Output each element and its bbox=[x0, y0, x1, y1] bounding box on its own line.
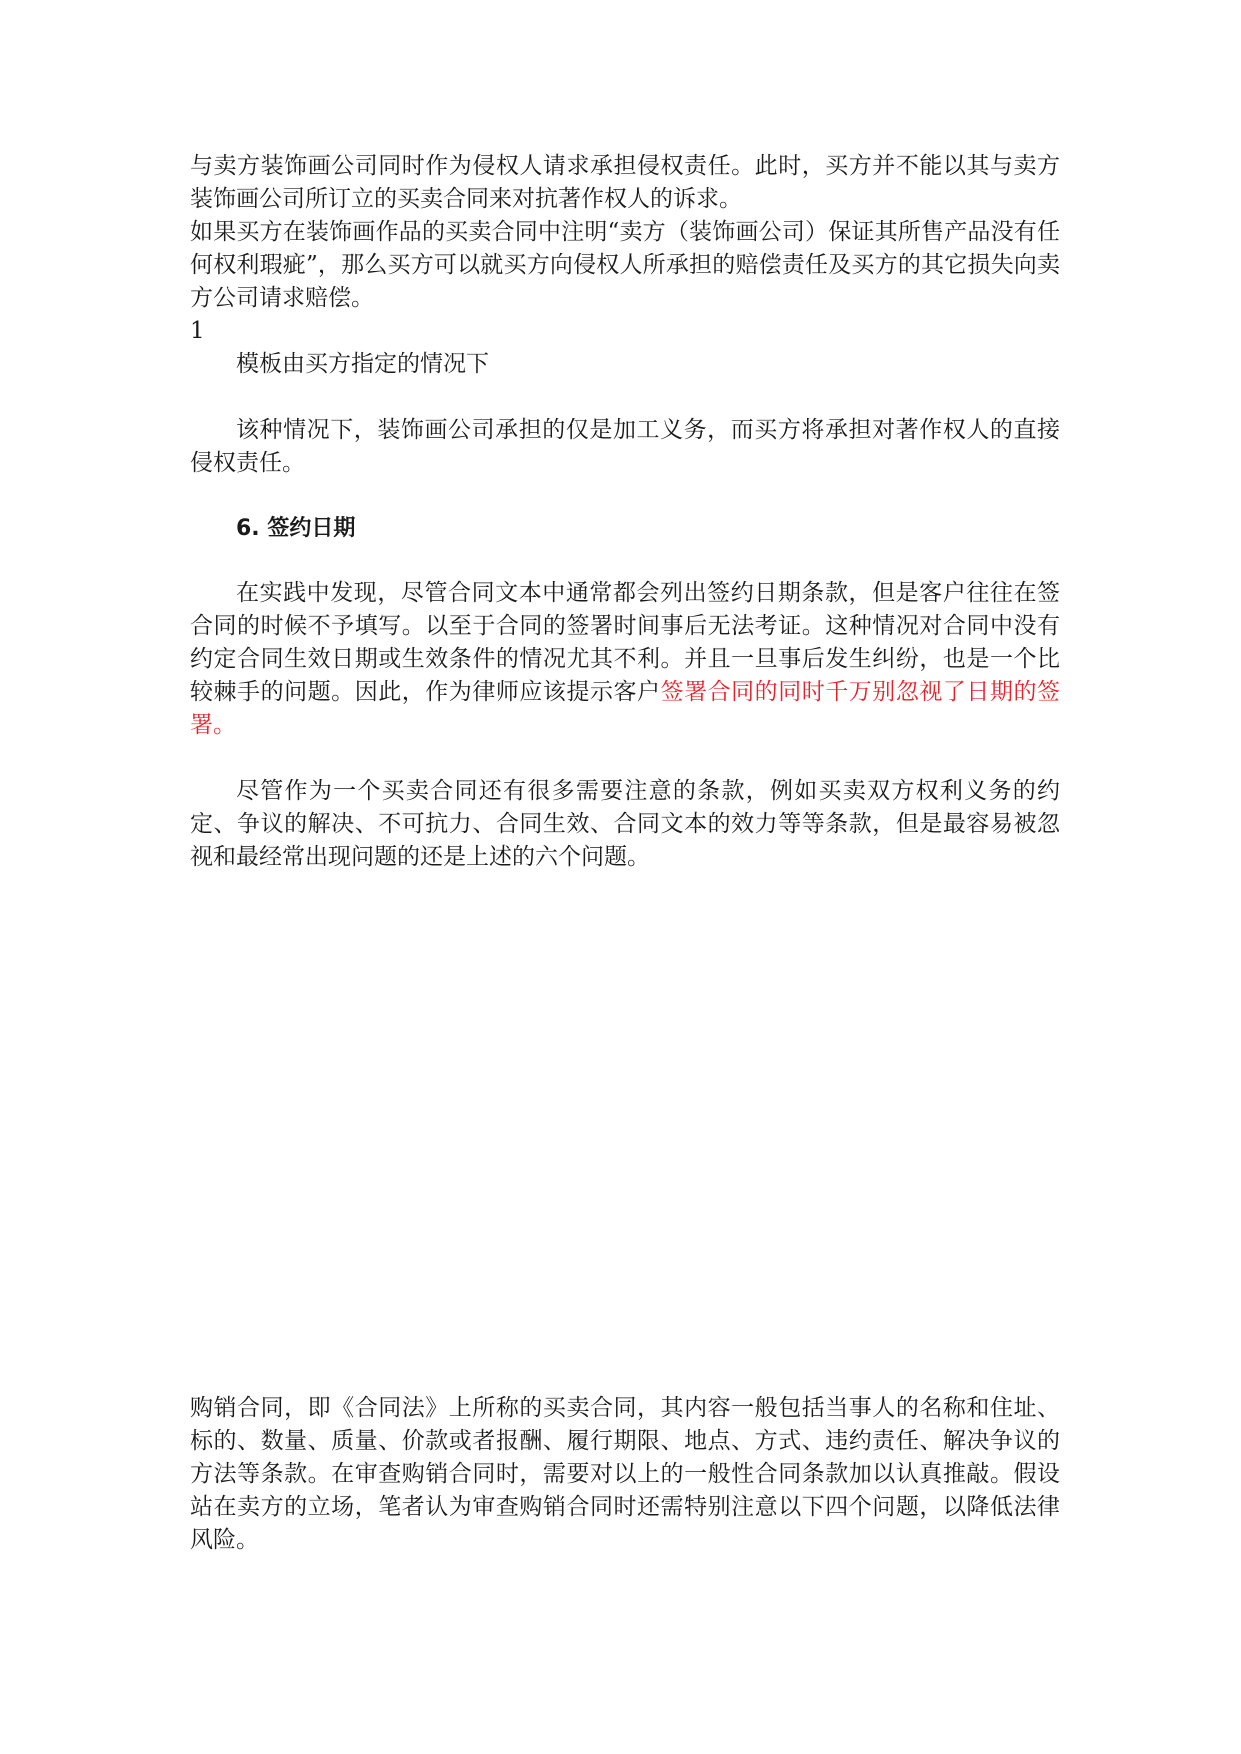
paragraph-buyer-template: 该种情况下，装饰画公司承担的仅是加工义务，而买方将承担对著作权人的直接侵权责任。 bbox=[190, 417, 1060, 476]
paragraph-warranty-clause: 如果买方在装饰画作品的买卖合同中注明“卖方（装饰画公司）保证其所售产品没有任何权利瑕疵”，那么买方可以就买方向侵权人所承担的赔偿责任及买方的其它损失向卖方公司请求赔偿。 bbox=[190, 219, 1060, 311]
paragraph-summary: 尽管作为一个买卖合同还有很多需要注意的条款，例如买卖双方权利义务的约定、争议的解决、不可抗力、合同生效、合同文本的效力等等条款，但是最容易被忽视和最经常出现问题的还是上述的六个问题。 bbox=[190, 778, 1060, 870]
paragraph-signing-date bbox=[190, 577, 1060, 742]
list-item-number: 1 bbox=[190, 318, 205, 344]
paragraph-purchase-contract-intro: 购销合同，即《合同法》上所称的买卖合同，其内容一般包括当事人的名称和住址、标的、数量、质量、价款或者报酬、履行期限、地点、方式、违约责任、解决争议的方法等条款。在审查购销合同时，需要对以上的一般性合同条款加以认真推敲。假设站在卖方的立场，笔者认为审查购销合同时还需特别注意以下四个问题，以降低法律风险。 bbox=[190, 1395, 1060, 1553]
paragraph-infringement-liability: 与卖方装饰画公司同时作为侵权人请求承担侵权责任。此时，买方并不能以其与卖方装饰画公司所订立的买卖合同来对抗著作权人的诉求。 bbox=[190, 153, 1060, 212]
section-heading-signing-date: 6. 签约日期 bbox=[236, 516, 356, 541]
paragraph-signing-date-text: 在实践中发现，尽管合同文本中通常都会列出签约日期条款，但是客户往往在签合同的时候不予填写。以至于合同的签署时间事后无法考证。这种情况对合同中没有约定合同生效日期或生效条件的情况尤其不利。并且一旦事后发生纠纷，也是一个比较棘手的问题。因此，作为律师应该提示客户 bbox=[190, 580, 1060, 705]
highlighted-warning-text: 签署合同的同时千万别忽视了日期的签署。 bbox=[190, 679, 1061, 738]
list-item-title: 模板由买方指定的情况下 bbox=[236, 351, 489, 377]
